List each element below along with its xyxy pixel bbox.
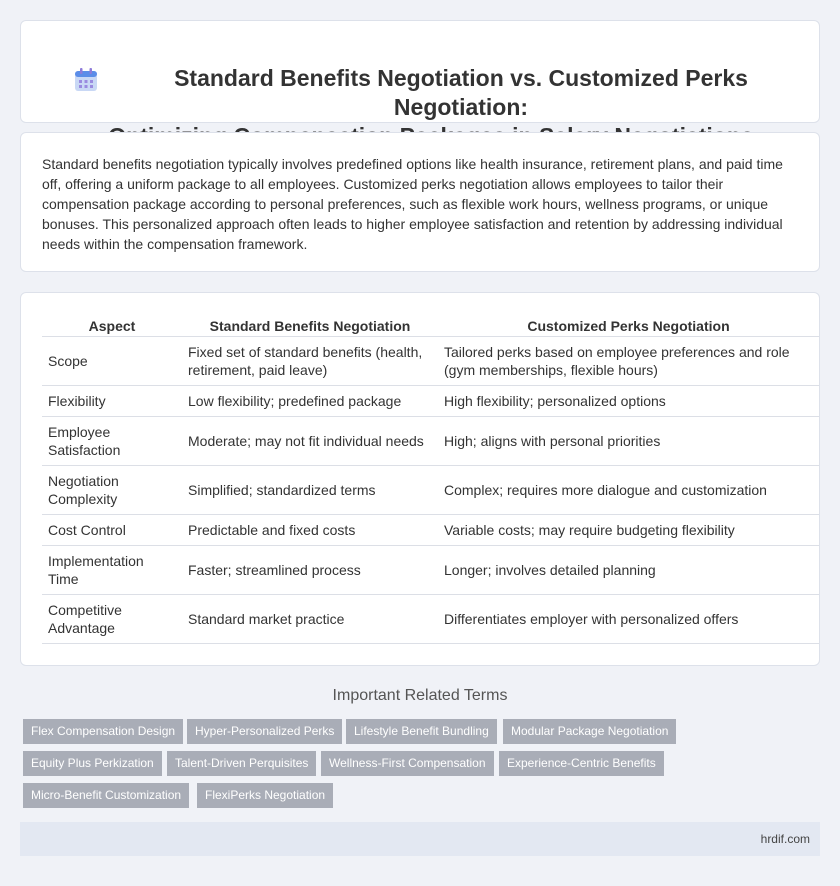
table-cell: Low flexibility; predefined package [182, 386, 438, 417]
table-cell: Implementation Time [42, 546, 182, 595]
table-cell: Faster; streamlined process [182, 546, 438, 595]
table-cell: Simplified; standardized terms [182, 466, 438, 515]
related-term-tag[interactable]: Flex Compensation Design [23, 719, 183, 744]
footer-site-link[interactable]: hrdif.com [760, 832, 810, 846]
table-cell: Scope [42, 337, 182, 386]
related-term-tag[interactable]: FlexiPerks Negotiation [197, 783, 333, 808]
table-row [42, 515, 819, 546]
table-cell: Tailored perks based on employee preferences and role (gym memberships, flexible hours) [438, 337, 819, 386]
comparison-card [20, 292, 820, 666]
related-term-tag[interactable]: Equity Plus Perkization [23, 751, 162, 776]
title-card [20, 20, 820, 123]
table-cell: Variable costs; may require budgeting flexibility [438, 515, 819, 546]
table-row [42, 595, 819, 644]
table-cell: Competitive Advantage [42, 595, 182, 644]
table-row [42, 337, 819, 386]
related-term-tag[interactable]: Experience-Centric Benefits [499, 751, 664, 776]
column-header: Aspect [42, 315, 182, 337]
footer [20, 822, 820, 856]
table-row [42, 417, 819, 466]
column-header: Standard Benefits Negotiation [182, 315, 438, 337]
table-row [42, 386, 819, 417]
table-cell: Fixed set of standard benefits (health, retirement, paid leave) [182, 337, 438, 386]
related-term-tag[interactable]: Micro-Benefit Customization [23, 783, 189, 808]
table-cell: Moderate; may not fit individual needs [182, 417, 438, 466]
table-cell: Negotiation Complexity [42, 466, 182, 515]
column-header: Customized Perks Negotiation [438, 315, 819, 337]
table-cell: Predictable and fixed costs [182, 515, 438, 546]
table-cell: Cost Control [42, 515, 182, 546]
related-term-tag[interactable]: Modular Package Negotiation [503, 719, 676, 744]
related-terms-title: Important Related Terms [332, 687, 508, 704]
table-cell: High flexibility; personalized options [438, 386, 819, 417]
calendar-icon [73, 67, 99, 93]
table-cell: Longer; involves detailed planning [438, 546, 819, 595]
title-line-1: Standard Benefits Negotiation vs. Customized Perks Negotiation: [174, 65, 748, 120]
table-cell: Employee Satisfaction [42, 417, 182, 466]
table-cell: Standard market practice [182, 595, 438, 644]
table-row [42, 466, 819, 515]
table-cell: Flexibility [42, 386, 182, 417]
table-row [42, 546, 819, 595]
intro-paragraph: Standard benefits negotiation typically involves predefined options like health insurance, retirement plans, and paid time off, offering a uniform package to all employees. Customized perks negotiation allows employees to tailor their compensation package according to personal preferences, such as flexible work hours, wellness programs, or unique bonuses. This personalized approach often leads to higher employee satisfaction and retention by addressing individual needs within the compensation framework. [42, 156, 783, 252]
table-cell: High; aligns with personal priorities [438, 417, 819, 466]
comparison-table [42, 315, 819, 644]
table-cell: Complex; requires more dialogue and customization [438, 466, 819, 515]
related-term-tag[interactable]: Talent-Driven Perquisites [167, 751, 316, 776]
table-header-row [42, 315, 819, 337]
related-term-tag[interactable]: Lifestyle Benefit Bundling [346, 719, 497, 744]
table-cell: Differentiates employer with personalized offers [438, 595, 819, 644]
intro-card [20, 132, 820, 272]
related-term-tag[interactable]: Hyper-Personalized Perks [187, 719, 342, 744]
related-term-tag[interactable]: Wellness-First Compensation [321, 751, 494, 776]
